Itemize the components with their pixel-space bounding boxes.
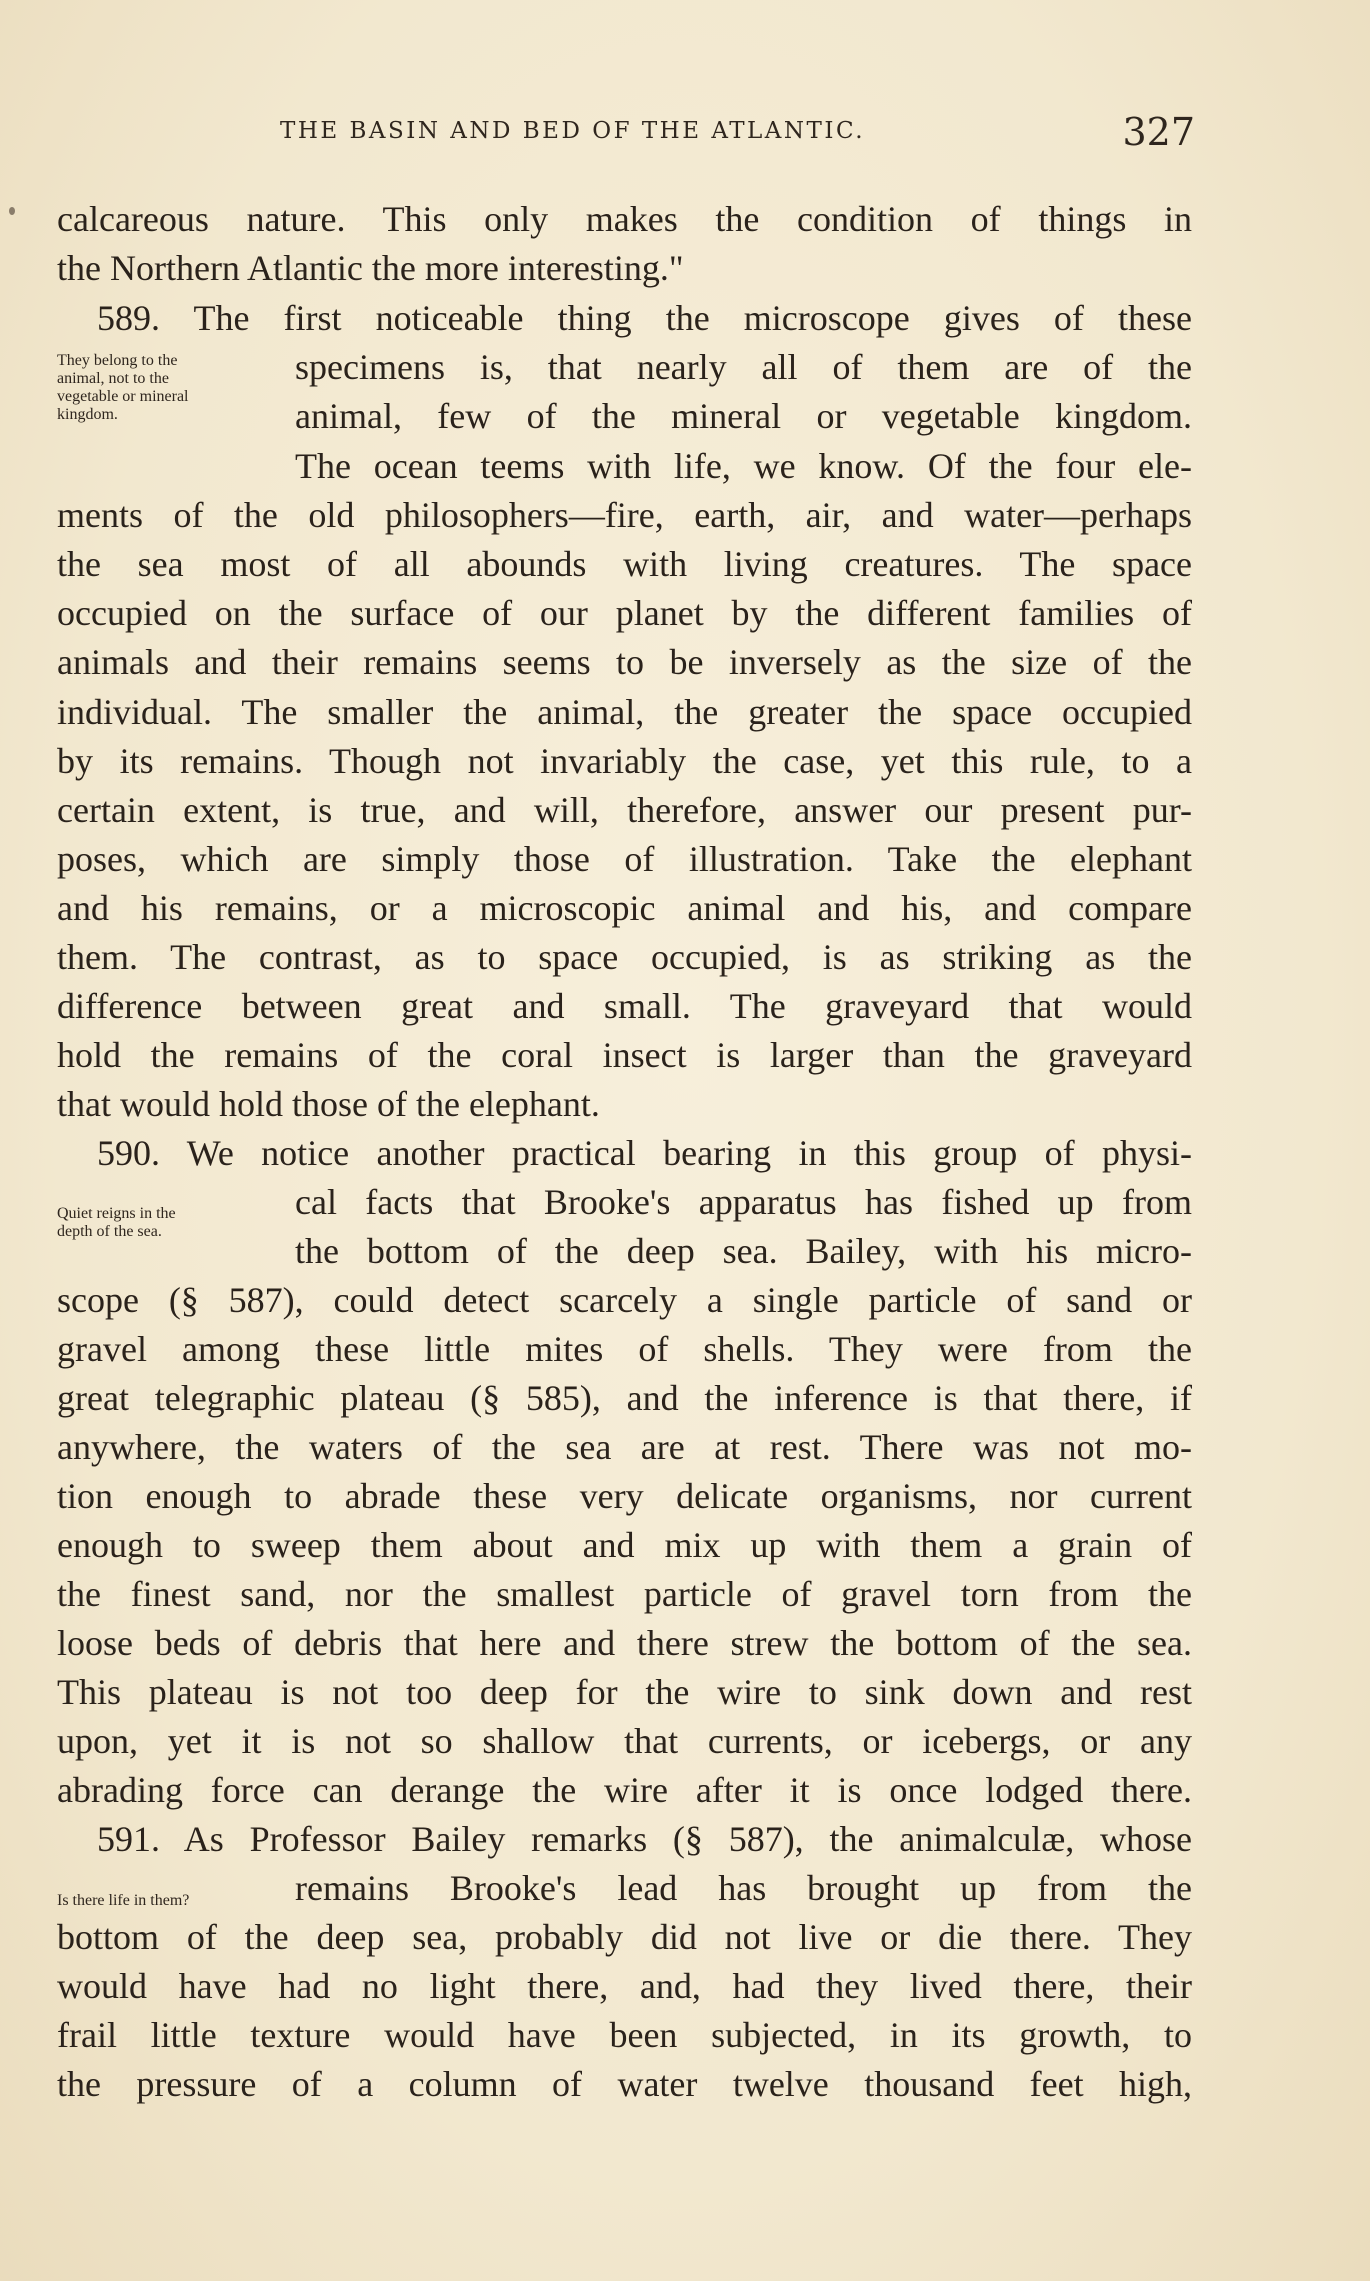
text-line: specimens is, that nearly all of them are of the — [295, 347, 1192, 387]
text-line: difference between great and small. The graveyard that would — [57, 986, 1192, 1026]
sidenote-line: Is there life in them? — [57, 1892, 190, 1909]
text-line: bottom of the deep sea, probably did not live or die there. They — [57, 1917, 1192, 1957]
text-line: would have had no light there, and, had they lived there, their — [57, 1966, 1192, 2006]
page-number: 327 — [1122, 110, 1195, 154]
text-line: hold the remains of the coral insect is larger than the graveyard — [57, 1035, 1192, 1075]
text-line: by its remains. Though not invariably the case, yet this rule, to a — [57, 741, 1192, 781]
sidenote-line: They belong to the — [57, 352, 178, 369]
text-line: 591. As Professor Bailey remarks (§ 587), the animalculæ, whose — [97, 1819, 1192, 1859]
text-line: scope (§ 587), could detect scarcely a single particle of sand or — [57, 1280, 1192, 1320]
sidenote-line: kingdom. — [57, 406, 118, 423]
sidenote-line: Quiet reigns in the — [57, 1205, 176, 1222]
sidenote-line: vegetable or mineral — [57, 388, 189, 405]
text-line: calcareous nature. This only makes the condition of things in — [57, 199, 1192, 239]
text-line: This plateau is not too deep for the wire to sink down and rest — [57, 1672, 1192, 1712]
text-line: frail little texture would have been subjected, in its growth, to — [57, 2015, 1192, 2055]
text-line: ments of the old philosophers—fire, earth, air, and water—perhaps — [57, 495, 1192, 535]
text-line: anywhere, the waters of the sea are at rest. There was not mo- — [57, 1427, 1192, 1467]
text-line: the finest sand, nor the smallest particle of gravel torn from the — [57, 1574, 1192, 1614]
text-line: individual. The smaller the animal, the greater the space occupied — [57, 692, 1192, 732]
sidenote-animal-kingdom — [57, 352, 297, 424]
text-line: gravel among these little mites of shells. They were from the — [57, 1329, 1192, 1369]
text-line: and his remains, or a microscopic animal and his, and compare — [57, 888, 1192, 928]
text-line: abrading force can derange the wire after it is once lodged there. — [57, 1770, 1192, 1810]
text-line: animals and their remains seems to be inversely as the size of the — [57, 642, 1192, 682]
text-line: 589. The first noticeable thing the microscope gives of these — [97, 298, 1192, 338]
sidenote-line: depth of the sea. — [57, 1223, 162, 1240]
text-line: cal facts that Brooke's apparatus has fished up from — [295, 1182, 1192, 1222]
sidenote-quiet-reigns — [57, 1205, 297, 1241]
text-line: upon, yet it is not so shallow that currents, or icebergs, or any — [57, 1721, 1192, 1761]
text-line: them. The contrast, as to space occupied, is as striking as the — [57, 937, 1192, 977]
text-line: loose beds of debris that here and there strew the bottom of the sea. — [57, 1623, 1192, 1663]
text-line: enough to sweep them about and mix up with them a grain of — [57, 1525, 1192, 1565]
text-line: the pressure of a column of water twelve thousand feet high, — [57, 2064, 1192, 2104]
text-line: poses, which are simply those of illustration. Take the elephant — [57, 839, 1192, 879]
text-line: the sea most of all abounds with living creatures. The space — [57, 544, 1192, 584]
sidenote-line: animal, not to the — [57, 370, 169, 387]
text-line: 590. We notice another practical bearing in this group of physi- — [97, 1133, 1192, 1173]
text-line: the Northern Atlantic the more interesting." — [57, 248, 684, 288]
sidenote-life-in-them — [57, 1892, 297, 1910]
text-line: tion enough to abrade these very delicate organisms, nor current — [57, 1476, 1192, 1516]
margin-speck — [9, 207, 15, 215]
text-line: that would hold those of the elephant. — [57, 1084, 600, 1124]
page-header — [280, 110, 1195, 160]
running-head: THE BASIN AND BED OF THE ATLANTIC. — [280, 118, 866, 144]
text-line: the bottom of the deep sea. Bailey, with his micro- — [295, 1231, 1192, 1271]
text-line: animal, few of the mineral or vegetable kingdom. — [295, 396, 1192, 436]
text-line: great telegraphic plateau (§ 585), and the inference is that there, if — [57, 1378, 1192, 1418]
text-line: The ocean teems with life, we know. Of the four ele- — [295, 446, 1192, 486]
text-line: certain extent, is true, and will, therefore, answer our present pur- — [57, 790, 1192, 830]
text-line: remains Brooke's lead has brought up from the — [295, 1868, 1192, 1908]
text-line: occupied on the surface of our planet by the different families of — [57, 593, 1192, 633]
